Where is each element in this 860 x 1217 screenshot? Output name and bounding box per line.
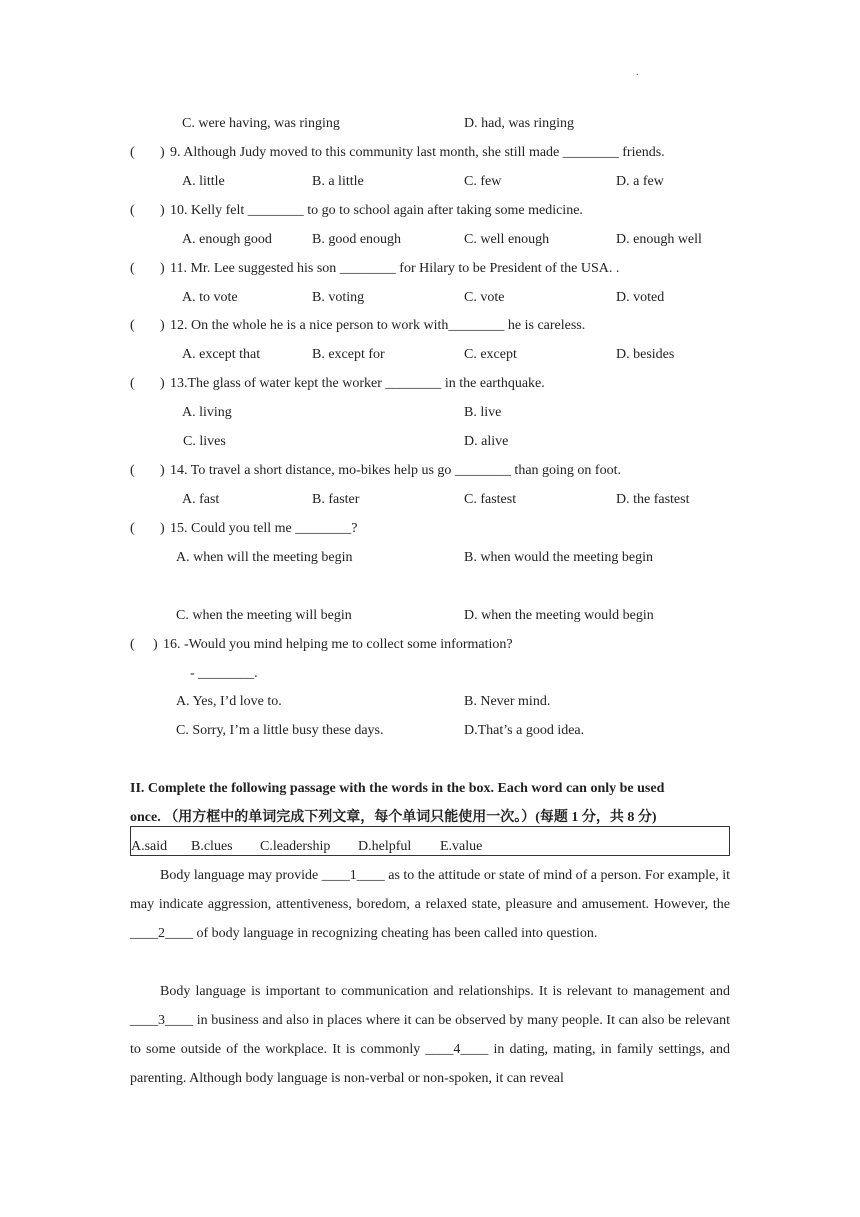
question-stem-15: 15. Could you tell me ________? bbox=[170, 521, 358, 536]
option-d: D.That’s a good idea. bbox=[464, 723, 585, 738]
word-option: D.helpful bbox=[358, 839, 412, 854]
answer-paren-close: ) bbox=[153, 637, 158, 652]
option-d: D. enough well bbox=[616, 232, 702, 247]
answer-paren-close: ) bbox=[160, 463, 165, 478]
question-stem-11: 11. Mr. Lee suggested his son ________ for Hilary to be President of the USA. . bbox=[170, 261, 620, 276]
question-stem-10: 10. Kelly felt ________ to go to school again after taking some medicine. bbox=[170, 203, 583, 218]
answer-paren-open: ( bbox=[130, 521, 135, 536]
option-c: C. well enough bbox=[464, 232, 550, 247]
section-heading-cont: once. （用方框中的单词完成下列文章，每个单词只能使用一次。）(每题 1 分，共 8 分) bbox=[130, 810, 657, 825]
option-a: A. little bbox=[182, 174, 225, 189]
answer-paren-open: ( bbox=[130, 145, 135, 160]
option-d: D. a few bbox=[616, 174, 664, 189]
option-d: D. the fastest bbox=[616, 492, 690, 507]
answer-paren-open: ( bbox=[130, 376, 135, 391]
option-b: B. when would the meeting begin bbox=[464, 550, 653, 565]
option-a: A. to vote bbox=[182, 290, 238, 305]
answer-paren-close: ) bbox=[160, 203, 165, 218]
option-a: A. Yes, I’d love to. bbox=[176, 694, 282, 709]
option-a: A. except that bbox=[182, 347, 261, 362]
option-b: B. faster bbox=[312, 492, 360, 507]
passage-paragraph-1: Body language may provide ____1____ as to the attitude or state of mind of a person. For example, it may indicate aggression, attentiveness, boredom, a relaxed state, pleasure and amusement. However, the ____2____ of body language in recognizing cheating has been called into question. bbox=[130, 868, 730, 941]
option-b: B. live bbox=[464, 405, 502, 420]
option-d: D. alive bbox=[464, 434, 509, 449]
answer-paren-open: ( bbox=[130, 203, 135, 218]
option-c: C. lives bbox=[183, 434, 226, 449]
option-b: B. good enough bbox=[312, 232, 402, 247]
answer-paren-close: ) bbox=[160, 521, 165, 536]
answer-paren-close: ) bbox=[160, 376, 165, 391]
answer-paren-open: ( bbox=[130, 318, 135, 333]
q8-option-d: D. had, was ringing bbox=[464, 116, 575, 131]
question-stem-12: 12. On the whole he is a nice person to work with________ he is careless. bbox=[170, 318, 586, 333]
option-b: B. Never mind. bbox=[464, 694, 551, 709]
option-d: D. besides bbox=[616, 347, 675, 362]
answer-paren-close: ) bbox=[160, 261, 165, 276]
option-c: C. fastest bbox=[464, 492, 517, 507]
option-b: B. except for bbox=[312, 347, 385, 362]
section-heading: II. Complete the following passage with the words in the box. Each word can only be used bbox=[130, 781, 665, 796]
answer-paren-open: ( bbox=[130, 637, 135, 652]
option-a: A. living bbox=[182, 405, 232, 420]
option-c: C. when the meeting will begin bbox=[176, 608, 352, 623]
word-option: E.value bbox=[440, 839, 483, 854]
word-option: B.clues bbox=[191, 839, 233, 854]
option-d: D. voted bbox=[616, 290, 665, 305]
option-d: D. when the meeting would begin bbox=[464, 608, 654, 623]
q8-option-c: C. were having, was ringing bbox=[182, 116, 340, 131]
option-c: C. vote bbox=[464, 290, 505, 305]
option-b: B. a little bbox=[312, 174, 364, 189]
word-option: C.leadership bbox=[260, 839, 331, 854]
page-mark: . bbox=[636, 67, 639, 78]
answer-paren-close: ) bbox=[160, 145, 165, 160]
question-stem-16: 16. -Would you mind helping me to collect some information? bbox=[163, 637, 513, 652]
reply-line: - ________. bbox=[190, 666, 258, 681]
option-a: A. enough good bbox=[182, 232, 272, 247]
option-b: B. voting bbox=[312, 290, 365, 305]
option-a: A. fast bbox=[182, 492, 220, 507]
question-stem-13: 13.The glass of water kept the worker ________ in the earthquake. bbox=[170, 376, 545, 391]
option-c: C. few bbox=[464, 174, 502, 189]
answer-paren-open: ( bbox=[130, 261, 135, 276]
answer-paren-open: ( bbox=[130, 463, 135, 478]
question-stem-9: 9. Although Judy moved to this community last month, she still made ________ friends. bbox=[170, 145, 665, 160]
option-c: C. except bbox=[464, 347, 517, 362]
passage-paragraph-2: Body language is important to communication and relationships. It is relevant to management and ____3____ in business and also in places where it can be observed by many people. It can also be relevant to some outside of the workplace. It is commonly ____4____ in dating, mating, in family settings, and parenting. Although body language is non-verbal or non-spoken, it can reveal bbox=[130, 984, 730, 1086]
word-option: A.said bbox=[131, 839, 168, 854]
option-c: C. Sorry, I’m a little busy these days. bbox=[176, 723, 384, 738]
option-a: A. when will the meeting begin bbox=[176, 550, 353, 565]
answer-paren-close: ) bbox=[160, 318, 165, 333]
question-stem-14: 14. To travel a short distance, mo-bikes help us go ________ than going on foot. bbox=[170, 463, 621, 478]
